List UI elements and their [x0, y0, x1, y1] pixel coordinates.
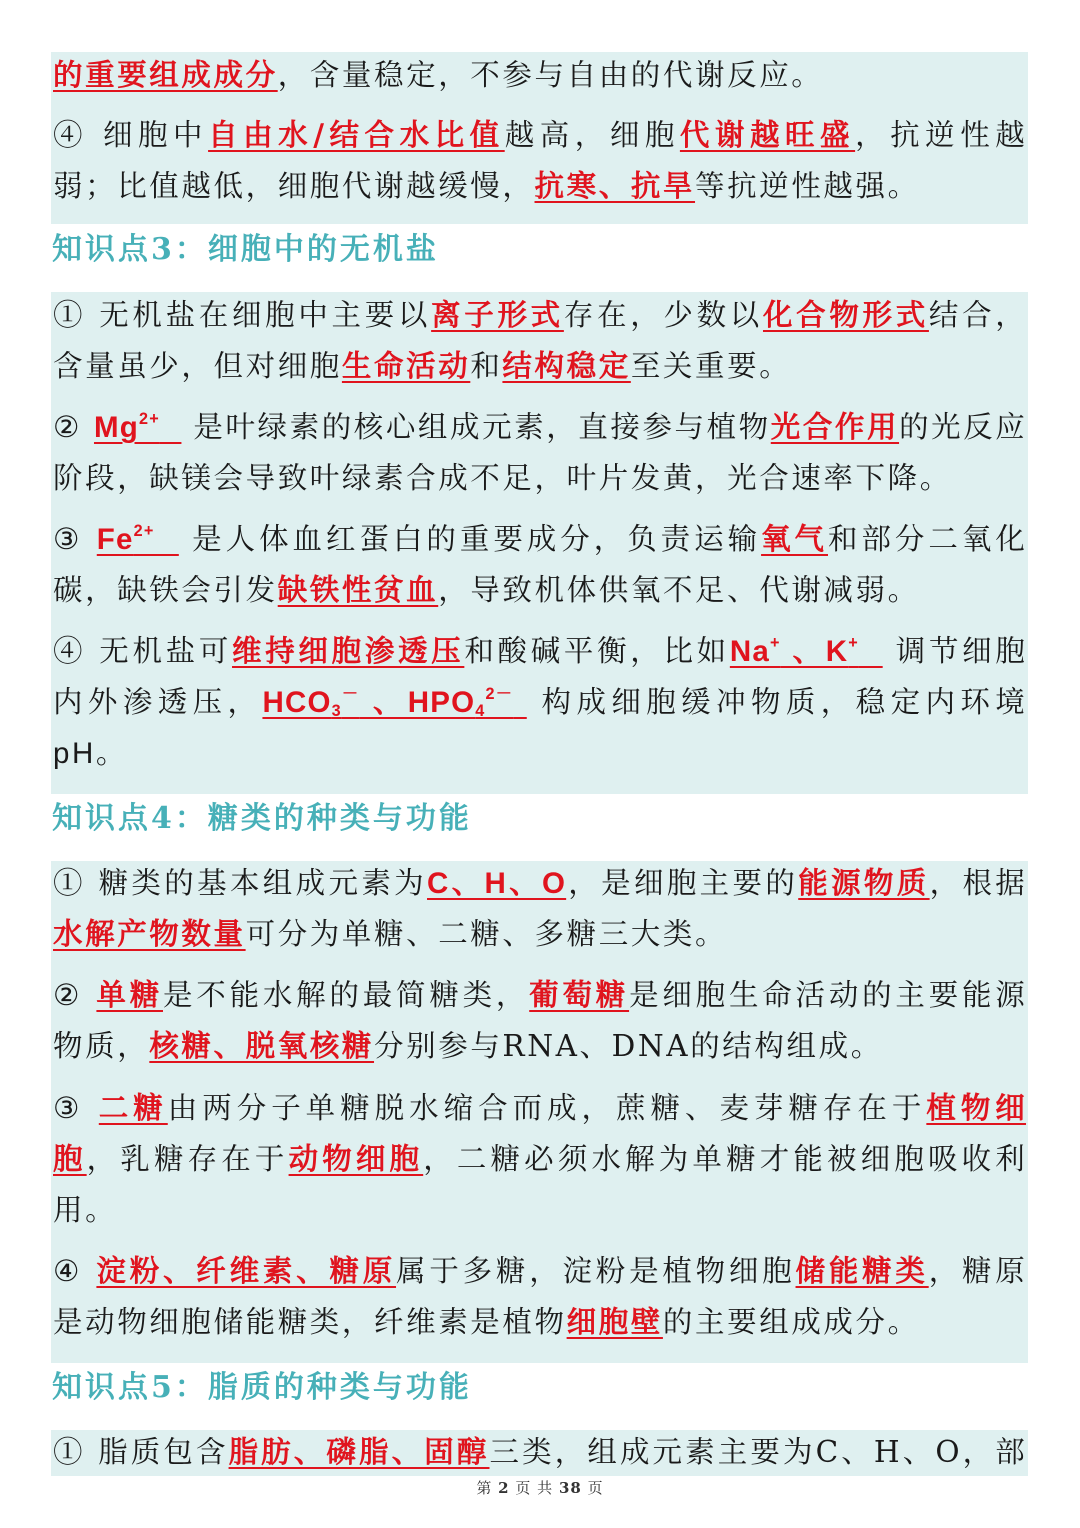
- text-span: ，导致机体供氧不足、代谢减弱。: [438, 573, 920, 607]
- highlight-term: C、H、O: [427, 867, 567, 900]
- highlight-term: 维持细胞渗透压: [232, 633, 465, 668]
- text-span: ，是细胞主要的: [566, 866, 799, 900]
- highlight-term: 胞: [53, 1141, 87, 1176]
- text-span: ，糖原: [928, 1254, 1026, 1288]
- highlight-term: 自由水/结合水比值: [208, 117, 505, 152]
- text-span: 结合，: [928, 298, 1026, 332]
- highlight-term: 水解产物数量: [53, 916, 246, 951]
- text-span: ④ 无机盐可: [53, 634, 233, 668]
- highlight-term: 结构稳定: [502, 348, 631, 383]
- page-number: 2: [498, 1479, 510, 1497]
- highlight-term: 二糖: [98, 1090, 168, 1125]
- text-span: 是叶绿素的核心组成元素，直接参与植物: [181, 410, 771, 444]
- text-span: 内外渗透压，: [53, 685, 263, 719]
- text-line: [53, 682, 1026, 723]
- highlight-term: Na+ 、K+: [729, 634, 859, 668]
- footer-text: 第: [476, 1479, 493, 1497]
- text-line: [53, 570, 1026, 610]
- text-line: [53, 458, 1026, 498]
- footer-text: 页: [587, 1479, 604, 1497]
- highlight-term: 能源物质: [798, 865, 930, 900]
- text-span: 和: [470, 349, 503, 383]
- text-line: [53, 975, 1026, 1015]
- text-line: [53, 863, 1026, 904]
- text-span: 属于多糖，淀粉是植物细胞: [396, 1254, 796, 1288]
- section-heading: 知识点5：脂质的种类与功能: [52, 1370, 472, 1405]
- highlight-term: 葡萄糖: [529, 977, 630, 1012]
- text-span: 由两分子单糖脱水缩合而成，蔗糖、麦芽糖存在于: [167, 1091, 927, 1125]
- section-heading: 知识点4：糖类的种类与功能: [52, 801, 472, 836]
- text-span: 的主要组成成分。: [662, 1305, 920, 1339]
- text-span: 分别参与RNA、DNA的结构组成。: [374, 1029, 883, 1063]
- highlight-term: 储能糖类: [795, 1253, 929, 1288]
- text-span: 用。: [53, 1193, 118, 1227]
- text-span: 和酸碱平衡，比如: [464, 634, 730, 668]
- text-span: 是不能水解的最简糖类，: [163, 978, 530, 1012]
- highlight-term: 的重要组成成分: [53, 57, 278, 92]
- text-span: ，抗逆性越: [855, 118, 1026, 152]
- text-line: [53, 1190, 1026, 1230]
- highlight-term: 缺铁性贫血: [277, 572, 439, 607]
- content-box-inorganic-salts: [51, 292, 1028, 794]
- highlight-term: 化合物形式: [762, 297, 929, 332]
- text-span: ① 无机盐在细胞中主要以: [53, 298, 432, 332]
- highlight-term: 脂肪、磷脂、固醇: [228, 1434, 490, 1469]
- text-span: ②: [53, 410, 94, 444]
- content-box-lipids: [51, 1430, 1028, 1476]
- text-span: ④: [53, 1254, 97, 1288]
- text-span: ，乳糖存在于: [86, 1142, 289, 1176]
- text-span: 三类，组成元素主要为C、H、O，部: [489, 1435, 1026, 1469]
- text-span: 的光反应: [899, 410, 1026, 444]
- text-span: ① 糖类的基本组成元素为: [53, 866, 428, 900]
- text-line: [53, 1302, 1026, 1342]
- text-span: 存在，少数以: [563, 298, 763, 332]
- highlight-term: 氧气: [761, 521, 828, 556]
- text-line: [53, 1139, 1026, 1179]
- text-span: 至关重要。: [630, 349, 792, 383]
- text-span: 构成细胞缓冲物质，稳定内环境: [526, 685, 1026, 719]
- highlight-term: 代谢越旺盛: [679, 117, 856, 152]
- text-span: ②: [53, 978, 97, 1012]
- text-line: [53, 55, 1026, 95]
- text-line: [53, 1088, 1026, 1128]
- text-span: ，含量稳定，不参与自由的代谢反应。: [277, 58, 824, 92]
- text-span: pH。: [53, 737, 129, 770]
- text-line: [53, 1432, 1026, 1472]
- text-line: [53, 914, 1026, 954]
- text-span: 是细胞生命活动的主要能源: [629, 978, 1026, 1012]
- text-span: 碳，缺铁会引发: [53, 573, 278, 607]
- highlight-term: $HCO_3^-$ 、$HPO_4^{2-}$: [262, 685, 514, 721]
- text-span: 是动物细胞储能糖类，纤维素是植物: [53, 1305, 567, 1339]
- highlight-term: 光合作用: [770, 409, 900, 444]
- text-span: ③: [53, 1091, 99, 1125]
- text-span: ，根据: [929, 866, 1026, 900]
- highlight-term: 淀粉、纤维素、糖原: [96, 1253, 397, 1288]
- text-line: [53, 346, 1026, 386]
- highlight-term: 植物细: [926, 1090, 1027, 1125]
- text-span: 可分为单糖、二糖、多糖三大类。: [245, 917, 728, 951]
- text-line: [53, 166, 1026, 206]
- text-span: 和部分二氧化: [828, 522, 1027, 556]
- text-span: 是人体血红蛋白的重要成分，负责运输: [178, 522, 762, 556]
- text-line: [53, 733, 1026, 774]
- highlight-term: 动物细胞: [288, 1141, 424, 1176]
- text-span: ，二糖必须水解为单糖才能被细胞吸收利: [423, 1142, 1026, 1176]
- section-heading: 知识点3：细胞中的无机盐: [52, 232, 439, 267]
- highlight-term: $Fe^{2+}$: [96, 522, 155, 556]
- text-line: [53, 631, 1026, 672]
- highlight-term: 核糖、脱氧核糖: [149, 1028, 375, 1063]
- highlight-term: 离子形式: [431, 297, 564, 332]
- text-span: 调节细胞: [882, 634, 1027, 668]
- highlight-term: 生命活动: [341, 348, 471, 383]
- page-footer: [0, 1477, 1080, 1498]
- highlight-term: 细胞壁: [566, 1304, 663, 1339]
- text-span: ④ 细胞中: [53, 118, 209, 152]
- text-line: [53, 407, 1026, 448]
- text-span: 越高，细胞: [504, 118, 680, 152]
- footer-text: 页 共: [515, 1479, 554, 1497]
- text-span: 弱；比值越低，细胞代谢越缓慢，: [53, 169, 535, 203]
- text-span: 物质，: [53, 1029, 150, 1063]
- text-span: ① 脂质包含: [53, 1435, 229, 1469]
- highlight-term: 单糖: [96, 977, 163, 1012]
- highlight-term: 抗寒、抗旱: [534, 168, 696, 203]
- content-box-top: [51, 52, 1028, 224]
- page-total: 38: [558, 1479, 582, 1497]
- text-line: [53, 115, 1026, 155]
- text-line: [53, 1251, 1026, 1291]
- text-line: [53, 519, 1026, 560]
- text-line: [53, 1026, 1026, 1066]
- content-box-carbohydrates: [51, 861, 1028, 1363]
- text-span: ③: [53, 522, 97, 556]
- text-line: [53, 295, 1026, 335]
- text-span: 等抗逆性越强。: [695, 169, 920, 203]
- highlight-term: $Mg^{2+}$: [93, 410, 160, 444]
- text-span: 阶段，缺镁会导致叶绿素合成不足，叶片发黄，光合速率下降。: [53, 461, 952, 495]
- text-span: 含量虽少，但对细胞: [53, 349, 342, 383]
